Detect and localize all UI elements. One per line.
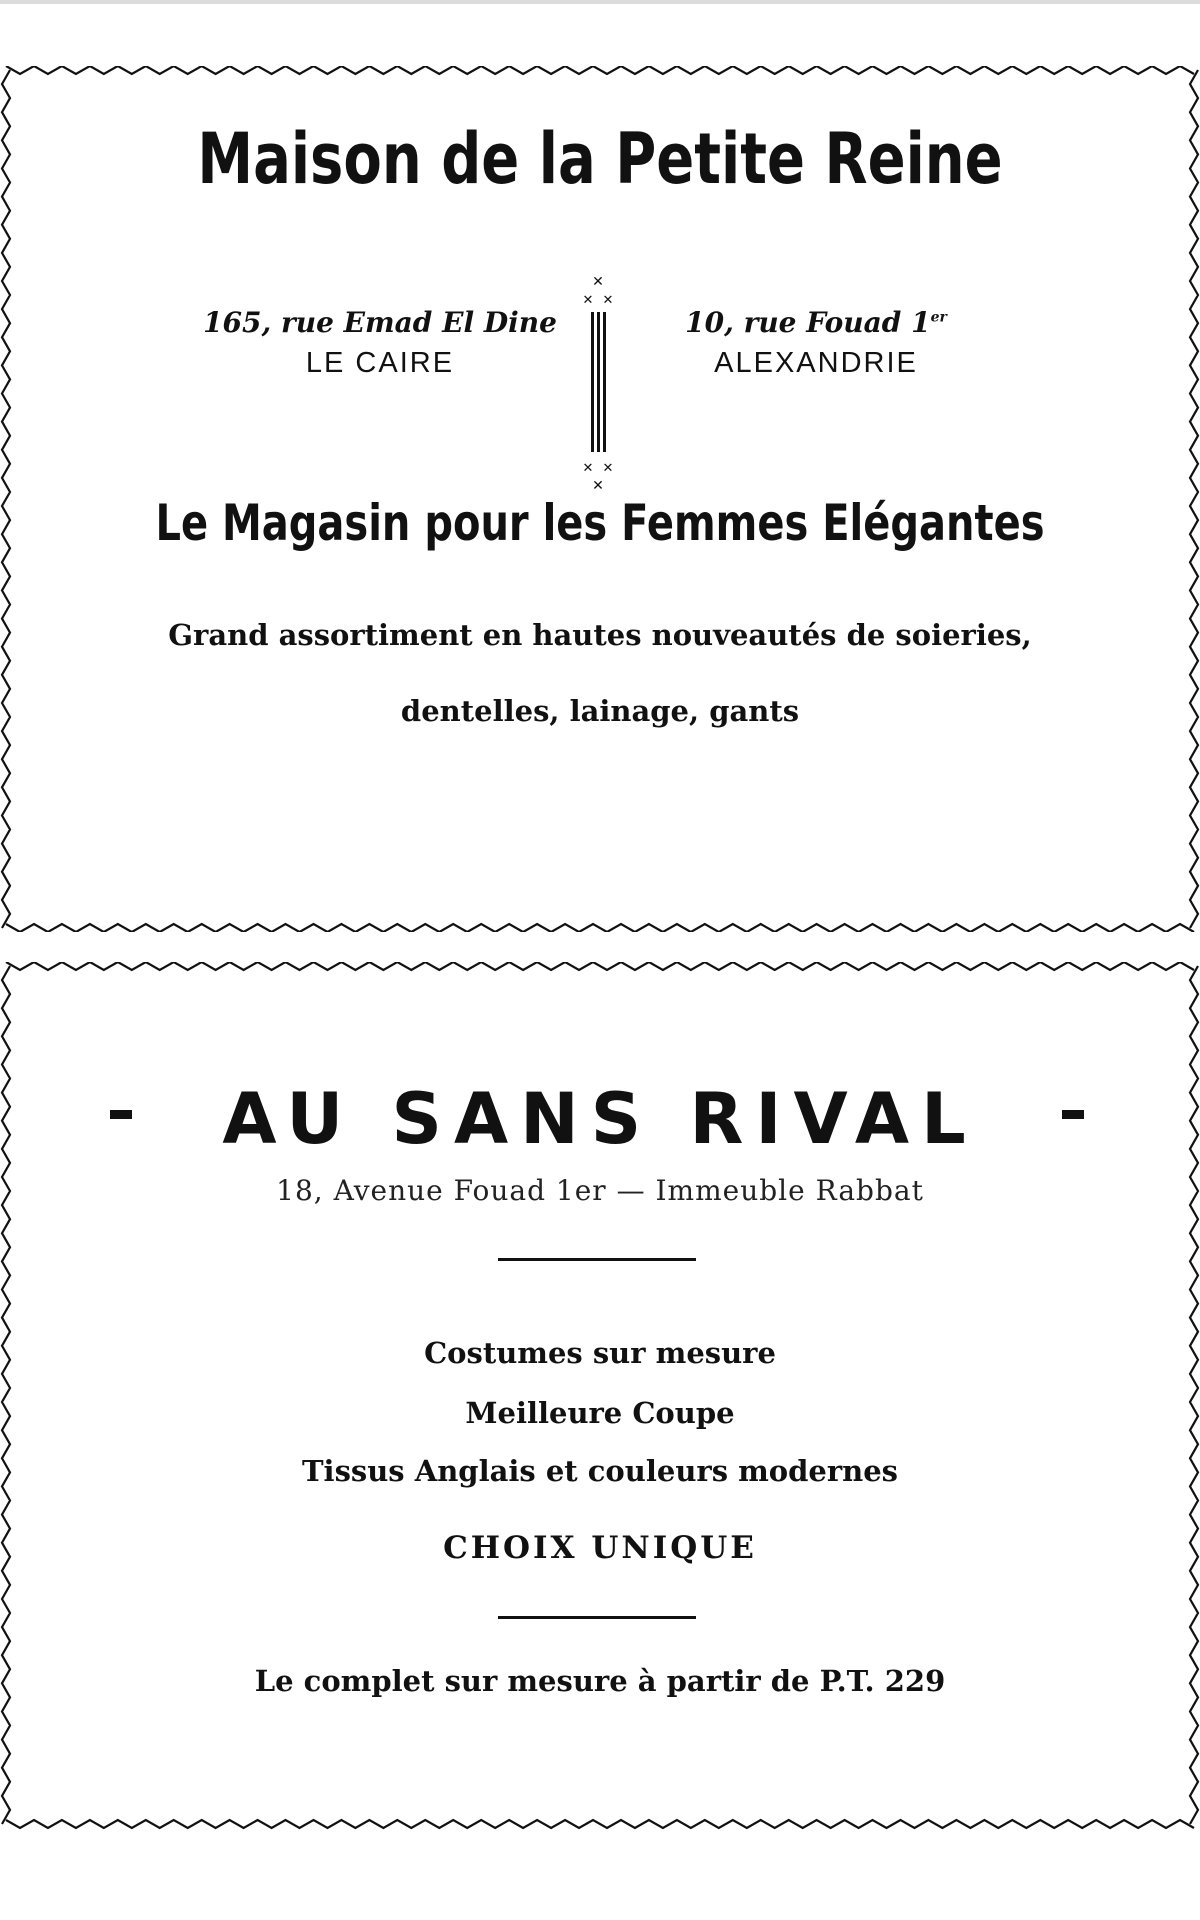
service-line-1: Costumes sur mesure <box>424 1336 776 1370</box>
divider-rule-top <box>498 1258 696 1261</box>
address-alexandria-street-suffix: er <box>930 309 947 326</box>
description-line-2: dentelles, lainage, gants <box>400 694 800 728</box>
address-cairo-city: LE CAIRE <box>305 347 455 379</box>
svg-text:✕: ✕ <box>582 461 594 476</box>
description-line-1: Grand assortiment en hautes nouveautés de soieries, <box>168 618 1032 652</box>
svg-text:✕: ✕ <box>582 293 594 308</box>
address-alexandria <box>596 306 1036 380</box>
shop-tagline: Le Magasin pour les Femmes Elégantes <box>155 494 1045 552</box>
shop-name-au-sans-rival: AU SANS RIVAL <box>222 1078 978 1160</box>
shop-address: 18, Avenue Fouad 1er — Immeuble Rabbat <box>276 1174 924 1207</box>
svg-text:✕: ✕ <box>602 293 614 308</box>
svg-text:✕: ✕ <box>592 478 604 494</box>
divider-rule-bottom <box>498 1616 696 1619</box>
address-cairo <box>160 306 600 380</box>
svg-text:✕: ✕ <box>602 461 614 476</box>
address-alexandria-street <box>596 306 1036 339</box>
shop-name-petite-reine: Maison de la Petite Reine <box>197 118 1003 200</box>
service-line-3: Tissus Anglais et couleurs modernes <box>301 1454 899 1488</box>
address-alexandria-city: ALEXANDRIE <box>714 347 918 379</box>
service-line-2: Meilleure Coupe <box>465 1396 735 1430</box>
highlight-choix-unique: CHOIX UNIQUE <box>443 1530 757 1566</box>
page-top-rule <box>0 0 1200 4</box>
address-alexandria-street-main: 10, rue Fouad 1 <box>685 306 931 339</box>
svg-text:✕: ✕ <box>592 274 604 290</box>
address-cairo-street: 165, rue Emad El Dine <box>203 306 557 339</box>
price-line: Le complet sur mesure à partir de P.T. 229 <box>254 1664 946 1698</box>
